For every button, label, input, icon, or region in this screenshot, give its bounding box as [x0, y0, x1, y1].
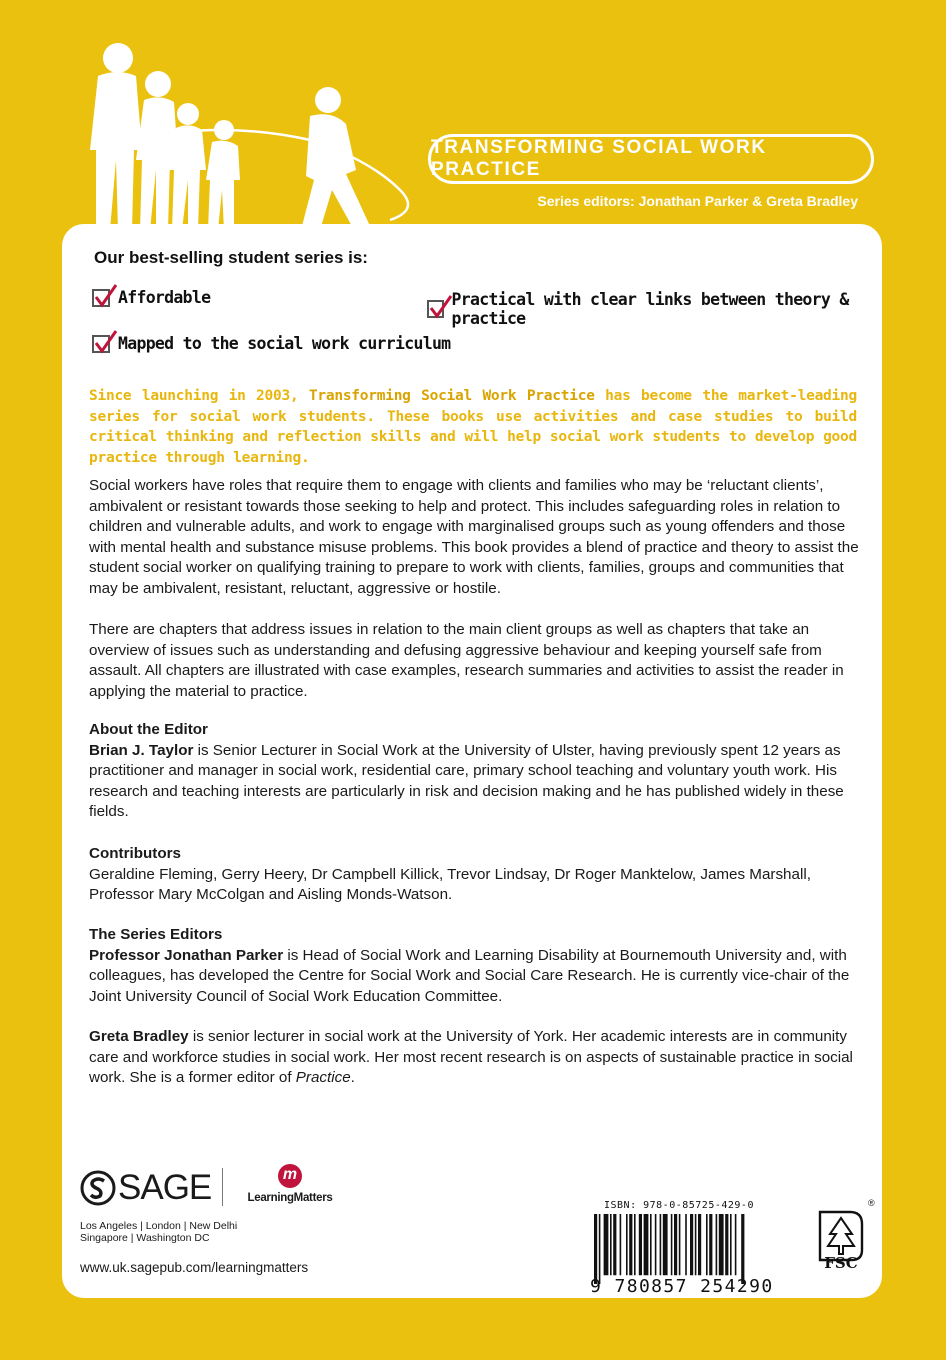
practice-journal-title: Practice [295, 1069, 351, 1086]
barcode-bar [610, 1214, 612, 1275]
sage-wordmark: SAGE [118, 1168, 212, 1207]
barcode-bar [735, 1214, 737, 1275]
barcode-bar [663, 1214, 668, 1275]
barcode-bar [709, 1214, 712, 1275]
cities-line-1: Los Angeles | London | New Delhi [80, 1220, 238, 1232]
learning-matters-m-icon: m [278, 1164, 302, 1188]
series-editors-line: Series editors: Jonathan Parker & Greta Bradley [537, 193, 858, 209]
barcode-bar [698, 1214, 701, 1275]
fsc-label: FSC [824, 1254, 858, 1272]
barcode-bar [716, 1214, 718, 1275]
bradley-name: Greta Bradley [89, 1028, 189, 1045]
checkbox-tick-icon [92, 335, 110, 353]
check-item-affordable [92, 288, 210, 307]
checkbox-tick-icon [427, 300, 444, 318]
cities-line-2: Singapore | Washington DC [80, 1232, 210, 1244]
barcode-bar [660, 1214, 662, 1275]
check-item-curriculum [92, 334, 450, 353]
barcode-bar [690, 1214, 693, 1275]
check-label: Mapped to the social work curriculum [118, 334, 451, 353]
contributors-heading: Contributors [89, 845, 181, 862]
series-editors-heading: The Series Editors [89, 926, 223, 943]
parker-name: Professor Jonathan Parker [89, 946, 284, 964]
barcode-bar [719, 1214, 724, 1275]
barcode-bar [725, 1214, 728, 1275]
description-paragraph-2 [89, 620, 859, 702]
barcode-bar [599, 1214, 601, 1284]
barcode-bar [706, 1214, 708, 1275]
learning-matters-wordmark: LearningMatters [247, 1192, 333, 1204]
blurb-text: has become the market-leading series for social work students. These books use activities and case studies to build critical thinking and reflection skills and will help social work students to develop good practice through learning. [89, 388, 857, 466]
checkbox-tick-icon [92, 289, 110, 307]
about-editor-heading: About the Editor [89, 721, 208, 738]
bradley-end: . [350, 1069, 355, 1086]
back-cover-panel [62, 224, 882, 1298]
sage-s-icon [80, 1170, 116, 1206]
check-item-practical [427, 290, 882, 328]
editor-bio: is Senior Lecturer in Social Work at the University of Ulster, having previously spent 12 years as practitioner and manager in social work, residential care, primary school teaching and voluntary youth work. His research and teaching interests are particularly in risk and decision making and he has published widely in these fields. [89, 741, 844, 820]
about-editor-text [89, 741, 859, 823]
isbn-barcode [594, 1214, 794, 1284]
contributors-section [89, 844, 859, 906]
editor-name: Brian J. Taylor [89, 741, 194, 759]
bradley-bio [89, 1027, 859, 1089]
barcode-digits: 9 780857 254290 [590, 1276, 774, 1297]
barcode-bar [620, 1214, 622, 1275]
barcode-bar [634, 1214, 636, 1275]
series-intro-heading: Our best-selling student series is: [94, 248, 368, 267]
about-editor-section [89, 720, 859, 823]
parker-text: is Head of Social Work and Learning Disability at Bournemouth University and, with colleagues, has developed the Centre for Social Work and Social Care Research. He is currently vice-chair of the Joint University Council of Social Work Education Committee. [89, 946, 850, 1005]
isbn-label: ISBN: 978-0-85725-429-0 [604, 1200, 754, 1211]
barcode-bar [671, 1214, 673, 1275]
publisher-url[interactable]: www.uk.sagepub.com/learningmatters [80, 1260, 309, 1275]
barcode-bar [741, 1214, 744, 1284]
barcode-bar [674, 1214, 677, 1275]
series-title: TRANSFORMING SOCIAL WORK PRACTICE [431, 137, 767, 180]
tug-of-war-silhouette-illustration [70, 40, 430, 240]
barcode-bar [685, 1214, 687, 1275]
contributors-text: Geraldine Fleming, Gerry Heery, Dr Campbell Killick, Trevor Lindsay, Dr Roger Manktelow, James Marshall, Professor Mary McColgan and Aisling Monds-Watson. [89, 865, 811, 903]
series-editors-section [89, 925, 859, 1007]
barcode-bar [679, 1214, 681, 1275]
paragraph-text: Social workers have roles that require them to engage with clients and families who may be ‘reluctant clients’, ambivalent or resistant towards those seeking to help and protect. This includes safeguarding roles in relation to children and vulnerable adults, and work to engage with marginalised groups such as young offenders and those with mental health and substance misuse problems. This book provides a blend of practice and theory to assist the student social worker on qualifying training to prepare to work with clients, families, groups and communities that may be ambivalent, resistant, reluctant, aggressive or hostile. [89, 477, 859, 597]
barcode-bar [626, 1214, 628, 1275]
learning-matters-logo [242, 1164, 338, 1206]
series-blurb [89, 386, 857, 468]
blurb-text: Since launching in 2003, [89, 388, 309, 404]
series-title-badge [428, 134, 874, 184]
barcode-bar [604, 1214, 609, 1275]
parker-bio [89, 946, 859, 1008]
bradley-section [89, 1027, 859, 1089]
fsc-registered-mark: ® [868, 1198, 875, 1208]
barcode-bar [639, 1214, 642, 1275]
barcode-bar [730, 1214, 732, 1275]
check-label: Practical with clear links between theory & practice [451, 290, 849, 328]
check-label: Affordable [118, 288, 211, 307]
logo-divider [222, 1168, 223, 1206]
description-paragraph-1 [89, 476, 859, 599]
barcode-bar [695, 1214, 697, 1275]
barcode-bar [613, 1214, 616, 1275]
sage-logo [80, 1168, 211, 1208]
barcode-bar [650, 1214, 652, 1275]
barcode-bar [629, 1214, 632, 1275]
bradley-text: is senior lecturer in social work at the University of York. Her academic interests are in community care and workforce studies in social work. Her most recent research is on aspects of sustainable practice in social work. She is a former editor of [89, 1028, 853, 1086]
paragraph-text: There are chapters that address issues in relation to the main client groups as well as chapters that take an overview of issues such as understanding and defusing aggressive behaviour and keeping yourself safe from assault. All chapters are illustrated with case examples, research summaries and activities to assist the reader in applying the material to practice. [89, 621, 844, 700]
barcode-bar [644, 1214, 649, 1275]
barcode-bar [594, 1214, 597, 1284]
blurb-series-name: Transforming Social Work Practice [308, 388, 595, 404]
barcode-bar [655, 1214, 657, 1275]
